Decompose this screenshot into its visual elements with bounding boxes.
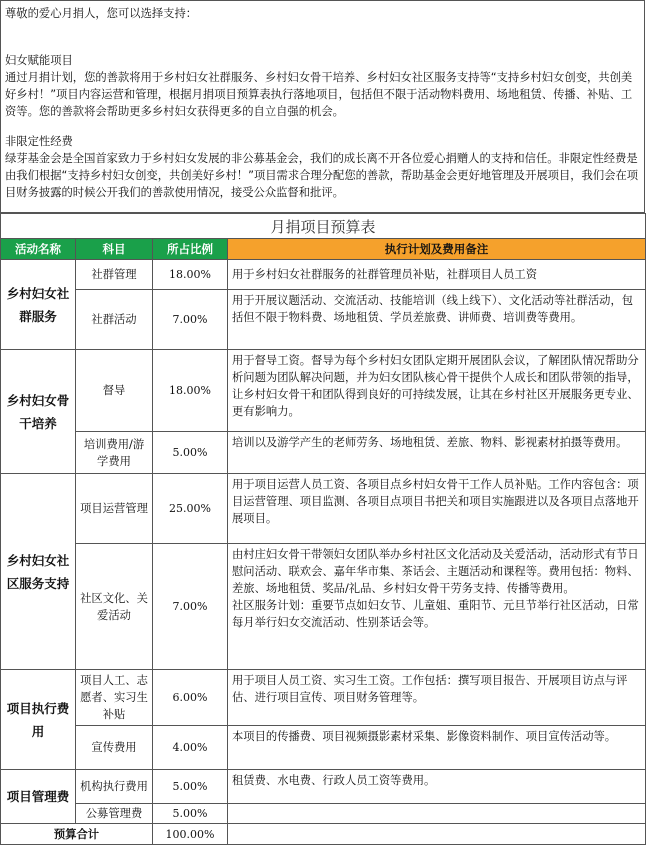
section-title-unrestricted: 非限定性经费 <box>5 135 73 148</box>
note-cell: 用于督导工资。督导为每个乡村妇女团队定期开展团队会议，了解团队情况帮助分析问题为团队解决问题，并为妇女团队核心骨干提供个人成长和团队带领的指导，让乡村妇女骨干和团队得到良好的可持续发展，让其在乡村社区开展服务更专业、更有影响力。 <box>228 350 646 432</box>
note-cell: 用于乡村妇女社群服务的社群管理员补贴，社群项目人员工资 <box>228 260 646 290</box>
ratio-cell: 6.00% <box>153 670 228 726</box>
activity-name: 乡村妇女社区服务支持 <box>1 474 76 670</box>
note-cell: 租赁费、水电费、行政人员工资等费用。 <box>228 770 646 804</box>
activity-name: 乡村妇女社群服务 <box>1 260 76 350</box>
section-title-empowerment: 妇女赋能项目 <box>5 54 73 67</box>
note-cell: 培训以及游学产生的老师劳务、场地租赁、差旅、物料、影视素材拍摄等费用。 <box>228 432 646 474</box>
intro-section <box>0 0 645 213</box>
table-row <box>1 474 646 544</box>
section-body-empowerment: 通过月捐计划，您的善款将用于乡村妇女社群服务、乡村妇女骨干培养、乡村妇女社区服务支持等“支持乡村妇女创变，共创美好乡村！”项目内容运营和管理，根据月捐项目预算表执行落地项目，包括但不限于活动物料费用、场地租赁、传播、补贴、工资等。您的善款将会帮助更多乡村妇女获得更多的自立自强的机会。 <box>5 71 633 118</box>
ratio-cell: 25.00% <box>153 474 228 544</box>
note-cell <box>228 804 646 824</box>
total-note-empty <box>228 824 646 845</box>
ratio-cell: 4.00% <box>153 726 228 770</box>
subject-cell: 项目人工、志愿者、实习生补贴 <box>76 670 153 726</box>
subject-cell: 公募管理费 <box>76 804 153 824</box>
ratio-cell: 7.00% <box>153 544 228 670</box>
subject-cell: 督导 <box>76 350 153 432</box>
activity-name: 项目执行费用 <box>1 670 76 770</box>
table-row <box>1 544 646 670</box>
note-cell: 本项目的传播费、项目视频摄影素材采集、影像资料制作、项目宣传活动等。 <box>228 726 646 770</box>
total-ratio: 100.00% <box>153 824 228 845</box>
table-row <box>1 350 646 432</box>
ratio-cell: 5.00% <box>153 804 228 824</box>
ratio-cell: 5.00% <box>153 432 228 474</box>
ratio-cell: 18.00% <box>153 350 228 432</box>
ratio-cell: 5.00% <box>153 770 228 804</box>
header-ratio: 所占比例 <box>153 239 228 260</box>
header-plan: 执行计划及费用备注 <box>228 239 646 260</box>
ratio-cell: 18.00% <box>153 260 228 290</box>
table-row <box>1 260 646 290</box>
note-cell: 用于项目人员工资、实习生工资。工作包括：撰写项目报告、开展项目访点与评估、进行项目宣传、项目财务管理等。 <box>228 670 646 726</box>
table-row <box>1 726 646 770</box>
total-row <box>1 824 646 845</box>
table-row <box>1 290 646 350</box>
subject-cell: 社群管理 <box>76 260 153 290</box>
subject-cell: 社区文化、关爱活动 <box>76 544 153 670</box>
total-label: 预算合计 <box>1 824 153 845</box>
subject-cell: 项目运营管理 <box>76 474 153 544</box>
table-row <box>1 804 646 824</box>
note-cell: 用于项目运营人员工资、各项目点乡村妇女骨干工作人员补贴。工作内容包含：项目运营管理、项目监测、各项目点项目书把关和项目实施跟进以及各项目点落地开展项目。 <box>228 474 646 544</box>
subject-cell: 机构执行费用 <box>76 770 153 804</box>
activity-name: 项目管理费 <box>1 770 76 824</box>
subject-cell: 培训费用/游学费用 <box>76 432 153 474</box>
activity-name: 乡村妇女骨干培养 <box>1 350 76 474</box>
section-body-unrestricted: 绿芽基金会是全国首家致力于乡村妇女发展的非公募基金会，我们的成长离不开各位爱心捐赠人的支持和信任。非限定性经费是由我们根据“支持乡村妇女创变，共创美好乡村！”项目需求合理分配您的善款，帮助基金会更好地管理及开展项目，我们会在项目财务披露的时候公开我们的善款使用情况，接受公众监督和批评。 <box>5 152 639 199</box>
table-row <box>1 432 646 474</box>
header-subject: 科目 <box>76 239 153 260</box>
note-cell: 用于开展议题活动、交流活动、技能培训（线上线下）、文化活动等社群活动，包括但不限于物料费、场地租赁、学员差旅费、讲师费、培训费等费用。 <box>228 290 646 350</box>
header-activity: 活动名称 <box>1 239 76 260</box>
table-row <box>1 670 646 726</box>
table-row <box>1 770 646 804</box>
subject-cell: 社群活动 <box>76 290 153 350</box>
budget-table <box>0 213 646 845</box>
note-cell: 由村庄妇女骨干带领妇女团队举办乡村社区文化活动及关爱活动，活动形式有节日慰问活动、联欢会、嘉年华市集、茶话会、主题活动和课程等。费用包括：物料、差旅、场地租赁、奖品/礼品、乡村妇女骨干劳务支持、传播等费用。 社区服务计划：重要节点如妇女节、儿童姐、重阳节、元旦节举行社区活动，日常每月举行妇女交流活动、性别茶话会等。 <box>228 544 646 670</box>
subject-cell: 宣传费用 <box>76 726 153 770</box>
table-title: 月捐项目预算表 <box>1 214 646 239</box>
greeting-text: 尊敬的爱心月捐人，您可以选择支持： <box>5 7 198 20</box>
ratio-cell: 7.00% <box>153 290 228 350</box>
